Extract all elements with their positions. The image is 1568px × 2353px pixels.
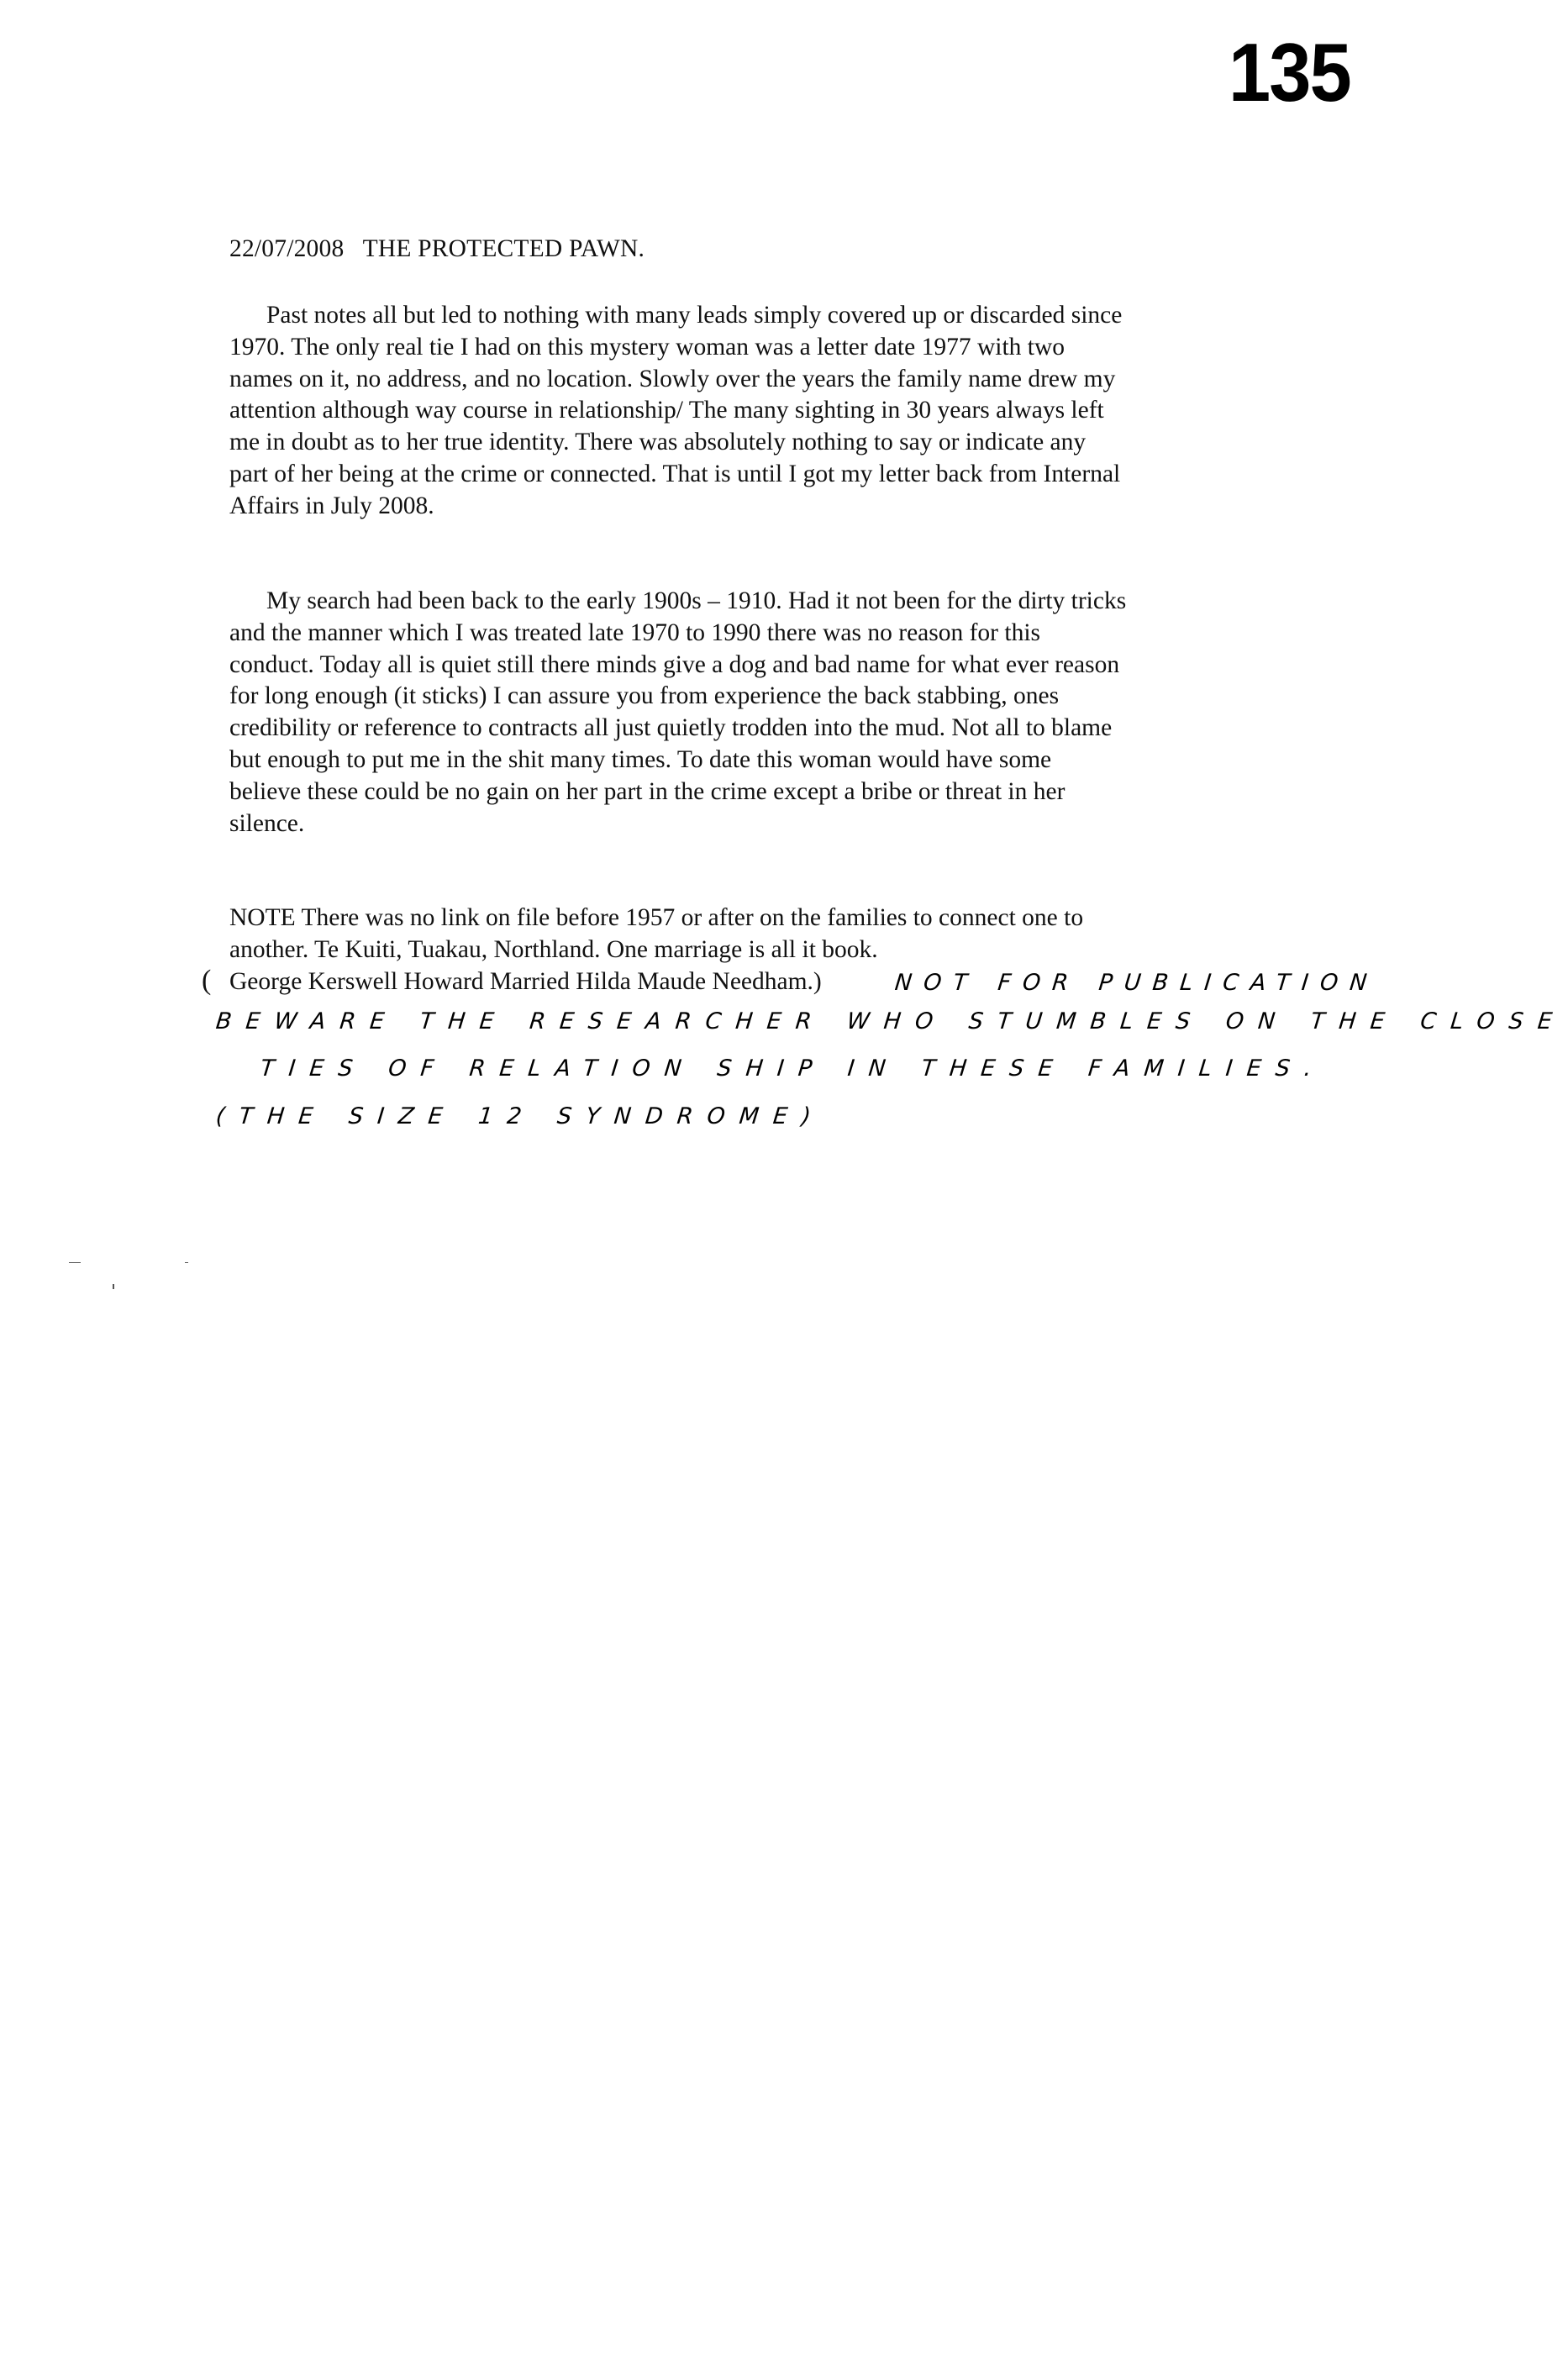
handwritten-line: TIES OF RELATION SHIP IN THESE FAMILIES. — [259, 1055, 1328, 1082]
paragraph-line: My search had been back to the early 1900s – 1910. Had it not been for the dirty tricks — [266, 587, 1127, 614]
scan-speck — [185, 1262, 188, 1263]
paragraph-line: Past notes all but led to nothing with many leads simply covered up or discarded since — [266, 302, 1123, 329]
title-heading: THE PROTECTED PAWN. — [362, 235, 645, 262]
paragraph-line: credibility or reference to contracts all just quietly trodden into the mud. Not all to blame — [229, 714, 1113, 742]
title-date: 22/07/2008 — [229, 235, 345, 262]
paragraph-line: and the manner which I was treated late 1970 to 1990 there was no reason for this — [229, 619, 1041, 646]
handwritten-note — [202, 965, 1568, 1150]
paragraph-line: George Kerswell Howard Married Hilda Maude Needham.) — [229, 967, 822, 995]
handwritten-line: (THE SIZE 12 SYNDROME) — [214, 1103, 827, 1129]
paragraph-1 — [229, 300, 1242, 523]
paragraph-line: names on it, no address, and no location. Slowly over the years the family name drew my — [229, 365, 1116, 392]
paragraph-line: part of her being at the crime or connected. That is until I got my letter back from Internal — [229, 460, 1121, 487]
paragraph-line: conduct. Today all is quiet still there minds give a dog and bad name for what ever reason — [229, 650, 1120, 678]
paragraph-line: but enough to put me in the shit many times. To date this woman would have some — [229, 745, 1052, 773]
paragraph-2 — [229, 586, 1242, 840]
paragraph-line: 1970. The only real tie I had on this mystery woman was a letter date 1977 with two — [229, 333, 1066, 361]
paragraph-line: another. Te Kuiti, Tuakau, Northland. One marriage is all it book. — [229, 935, 878, 963]
scan-speck — [69, 1262, 81, 1263]
paragraph-line: NOTE There was no link on file before 1957 or after on the families to connect one to — [229, 904, 1084, 931]
handwritten-line: BEWARE THE RESEARCHER WHO STUMBLES ON THE CLOSE — [214, 1008, 1568, 1034]
paragraph-line: me in doubt as to her true identity. There was absolutely nothing to say or indicate any — [229, 429, 1087, 456]
scan-speck — [113, 1284, 114, 1289]
handwritten-open-paren: ( — [202, 965, 212, 996]
page-number: 135 — [1229, 26, 1350, 118]
paragraph-line: believe these could be no gain on her part in the crime except a bribe or threat in her — [229, 777, 1066, 805]
paragraph-line: silence. — [229, 809, 305, 837]
document-title — [229, 235, 645, 263]
paragraph-line: for long enough (it sticks) I can assure you from experience the back stabbing, ones — [229, 682, 1060, 710]
paragraph-line: attention although way course in relationship/ The many sighting in 30 years always left — [229, 397, 1104, 424]
paragraph-line: Affairs in July 2008. — [229, 492, 434, 519]
handwritten-line: NOT FOR PUBLICATION — [893, 970, 1381, 996]
